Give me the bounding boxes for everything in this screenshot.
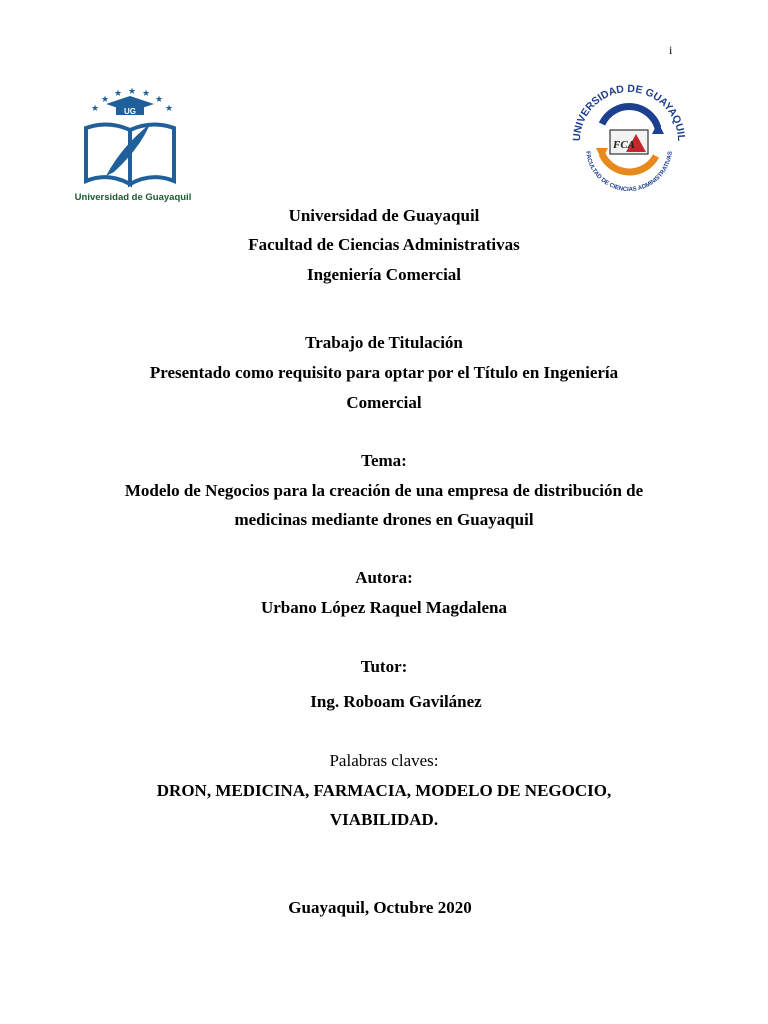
fca-logo	[566, 78, 692, 204]
graduation-cap-icon	[106, 96, 154, 116]
topic-line-2: medicinas mediante drones en Guayaquil	[234, 510, 534, 529]
fca-emblem	[610, 130, 648, 154]
work-type: Trabajo de Titulación	[305, 333, 463, 352]
keywords-label: Palabras claves:	[329, 751, 439, 770]
author-name: Urbano López Raquel Magdalena	[260, 598, 508, 617]
keywords-line-1: DRON, MEDICINA, FARMACIA, MODELO DE NEGOCIO,	[156, 781, 612, 800]
requirement-line-1: Presentado como requisito para optar por el Título en Ingeniería	[149, 363, 619, 382]
tutor-label: Tutor:	[360, 657, 408, 676]
author-label: Autora:	[355, 568, 413, 587]
svg-text:FCA: FCA	[612, 139, 636, 151]
svg-text:★: ★	[142, 88, 151, 98]
tutor-name: Ing. Roboam Gavilánez	[310, 692, 482, 711]
svg-text:★: ★	[155, 94, 164, 104]
fca-ring-top: UNIVERSIDAD DE GUAYAQUIL	[570, 82, 688, 142]
university-name: Universidad de Guayaquil	[288, 206, 480, 225]
keywords-line-2: VIABILIDAD.	[329, 810, 439, 829]
faculty-name: Facultad de Ciencias Administrativas	[248, 235, 520, 254]
svg-text:★: ★	[128, 86, 137, 96]
requirement-line-2: Comercial	[346, 393, 422, 412]
fca-ring-bottom: FACULTAD DE CIENCIAS ADMINISTRATIVAS	[584, 150, 674, 194]
svg-text:★: ★	[165, 103, 174, 113]
svg-text:★: ★	[101, 94, 110, 104]
ug-logo-caption: Universidad de Guayaquil	[74, 192, 192, 203]
page-number: i	[669, 43, 673, 57]
ug-monogram: UG	[124, 107, 136, 116]
career-name: Ingeniería Comercial	[306, 265, 462, 284]
topic-line-1: Modelo de Negocios para la creación de una empresa de distribución de	[124, 481, 644, 500]
svg-text:★: ★	[114, 88, 123, 98]
place-date: Guayaquil, Octubre 2020	[288, 898, 472, 917]
topic-label: Tema:	[361, 451, 407, 470]
svg-text:★: ★	[91, 103, 100, 113]
ug-logo	[68, 86, 198, 206]
